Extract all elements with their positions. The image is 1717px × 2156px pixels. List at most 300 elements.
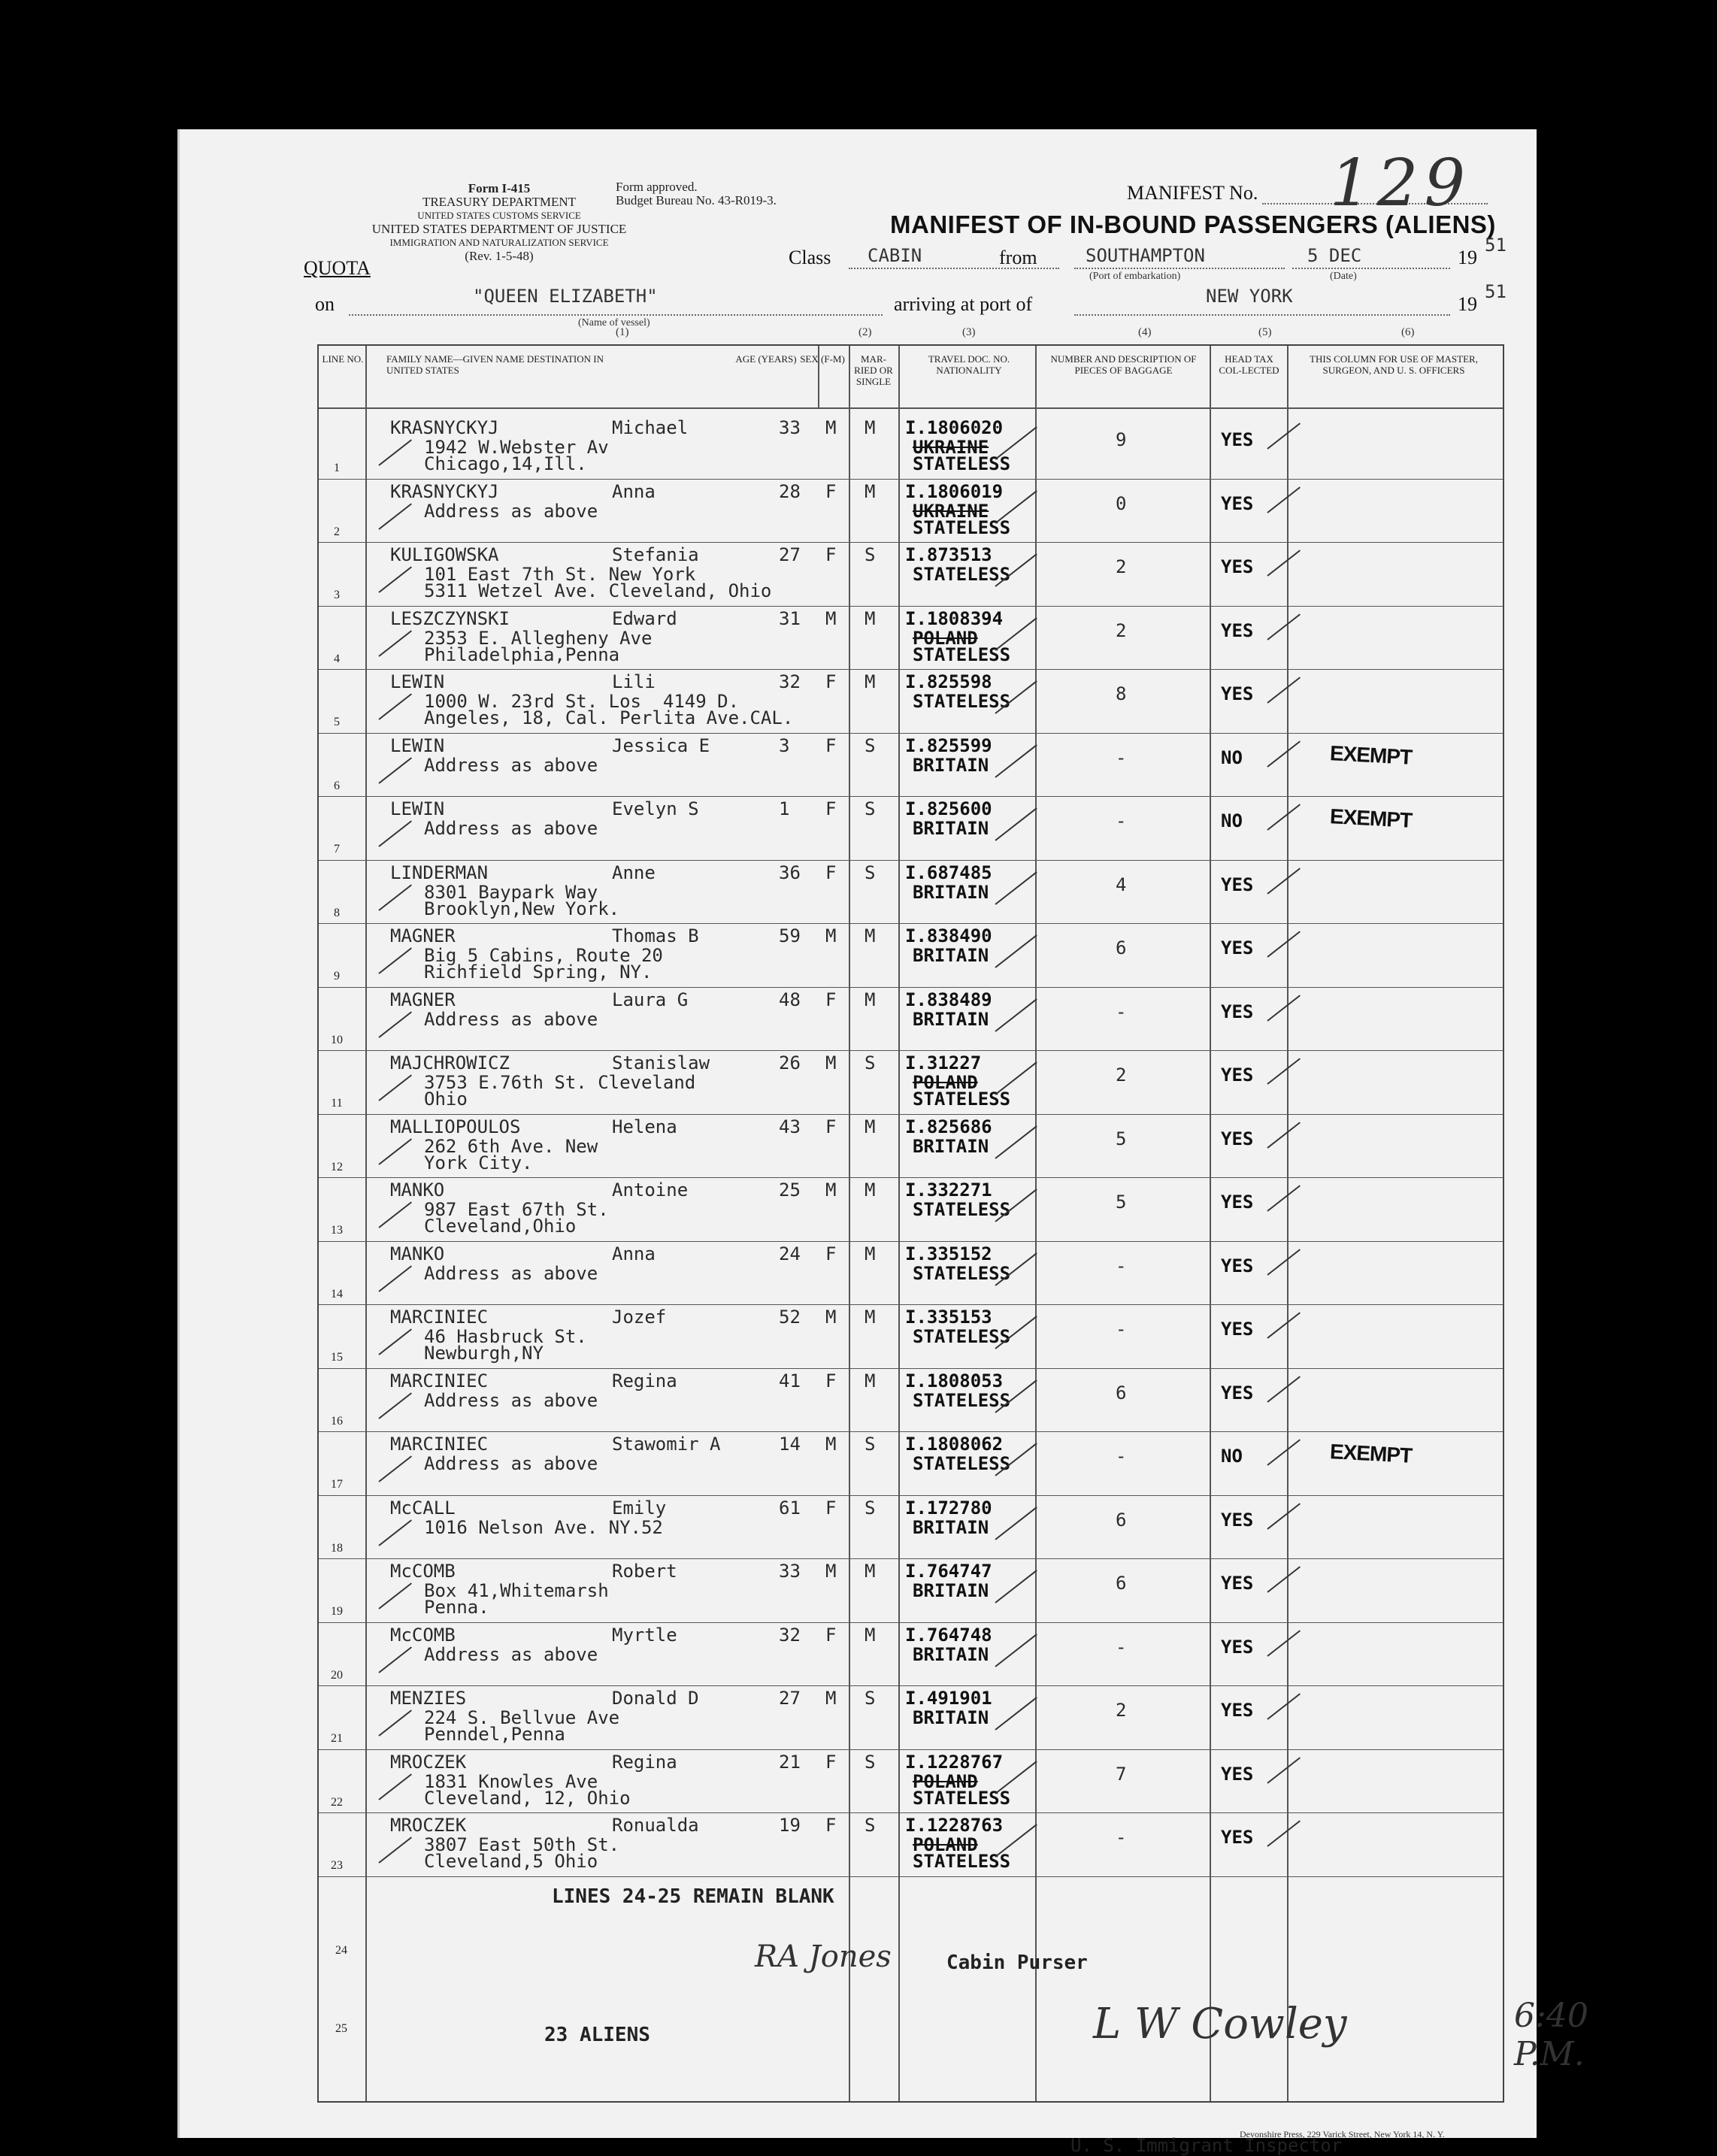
baggage-count: - xyxy=(1116,1319,1127,1340)
exempt-stamp: EXEMPT xyxy=(1329,1440,1413,1467)
head-tax: YES xyxy=(1221,492,1254,514)
baggage-count: 9 xyxy=(1116,429,1127,450)
col-line-no: LINE NO. xyxy=(322,353,364,365)
head-tax: YES xyxy=(1221,1827,1254,1848)
line-number: 25 xyxy=(335,2022,347,2035)
family-name: MARCINIEC xyxy=(390,1370,489,1391)
check-mark xyxy=(995,934,1037,968)
passenger-row xyxy=(319,1431,1503,1495)
check-mark xyxy=(995,744,1037,778)
family-name: MAGNER xyxy=(390,925,456,946)
head-tax: NO xyxy=(1221,1446,1243,1467)
check-mark xyxy=(1267,1630,1301,1656)
address-line-2: Chicago,14,Ill. xyxy=(424,453,587,474)
nationality: BRITAIN xyxy=(913,1135,989,1157)
passenger-row xyxy=(319,860,1503,924)
address-line-1: Address as above xyxy=(424,1643,598,1665)
check-mark xyxy=(378,503,412,529)
given-name: Emily xyxy=(612,1497,667,1519)
travel-doc-no: I.31227 xyxy=(905,1052,982,1073)
manifest-no-label: MANIFEST No. xyxy=(1127,182,1258,204)
check-mark xyxy=(1267,613,1301,640)
sex: M xyxy=(825,925,837,946)
check-mark xyxy=(378,439,412,465)
col-head-tax: HEAD TAX COL-LECTED xyxy=(1219,353,1279,376)
address-line-2: Penndel,Penna xyxy=(424,1724,565,1745)
travel-doc-no: I.335152 xyxy=(905,1243,992,1264)
line-number: 24 xyxy=(335,1944,347,1957)
nationality: STATELESS xyxy=(913,453,1011,474)
column-number: (3) xyxy=(962,326,976,338)
line-number: 21 xyxy=(331,1732,343,1745)
given-name: Anna xyxy=(612,480,656,502)
marital-status: M xyxy=(865,671,876,692)
address-line-1: 1831 Knowles Ave xyxy=(424,1770,598,1792)
family-name: MALLIOPOULOS xyxy=(390,1116,521,1137)
family-name: LESZCZYNSKI xyxy=(390,607,510,629)
nationality: STATELESS xyxy=(913,1326,1011,1347)
address-line-1: Address as above xyxy=(424,818,598,839)
passenger-row xyxy=(319,542,1503,606)
age: 33 xyxy=(779,1561,801,1582)
marital-status: M xyxy=(865,925,876,946)
sex: F xyxy=(825,1751,837,1773)
age: 26 xyxy=(779,1052,801,1073)
line-number: 17 xyxy=(331,1478,343,1491)
address-line-2: Brooklyn,New York. xyxy=(424,898,620,919)
line-number: 15 xyxy=(331,1351,343,1364)
address-line-1: Address as above xyxy=(424,1453,598,1474)
family-name: McCOMB xyxy=(390,1624,456,1646)
struck-nationality: POLAND xyxy=(913,627,978,649)
passenger-row xyxy=(319,796,1503,860)
address-line-2: Newburgh,NY xyxy=(424,1343,544,1364)
class-value: CABIN xyxy=(868,245,922,266)
line-number: 13 xyxy=(331,1224,343,1237)
family-name: MAJCHROWICZ xyxy=(390,1052,510,1073)
passenger-row xyxy=(319,669,1503,733)
age: 32 xyxy=(779,671,801,692)
nationality: BRITAIN xyxy=(913,1580,989,1601)
marital-status: M xyxy=(865,1116,876,1137)
given-name: Jozef xyxy=(612,1307,667,1328)
baggage-count: 4 xyxy=(1116,874,1127,895)
passenger-table xyxy=(317,326,1588,2103)
nationality: STATELESS xyxy=(913,643,1011,665)
check-mark xyxy=(1267,486,1301,513)
head-tax: YES xyxy=(1221,619,1254,641)
head-tax: YES xyxy=(1221,1128,1254,1149)
address-line-1: Address as above xyxy=(424,1389,598,1411)
age: 59 xyxy=(779,925,801,946)
nationality: BRITAIN xyxy=(913,1707,989,1728)
check-mark xyxy=(378,1709,412,1736)
travel-doc-no: I.491901 xyxy=(905,1688,992,1709)
given-name: Helena xyxy=(612,1116,677,1137)
line-number: 7 xyxy=(334,843,340,855)
head-tax: YES xyxy=(1221,874,1254,895)
baggage-count: 8 xyxy=(1116,683,1127,704)
travel-doc-no: I.687485 xyxy=(905,861,992,883)
address-line-2: Penna. xyxy=(424,1597,489,1618)
passenger-row xyxy=(319,1304,1503,1368)
sex: F xyxy=(825,1815,837,1836)
budget-bureau: Budget Bureau No. 43-R019-3. xyxy=(616,193,777,207)
address-line-1: 8301 Baypark Way xyxy=(424,881,598,903)
age: 32 xyxy=(779,1624,801,1646)
nationality: STATELESS xyxy=(913,1787,1011,1809)
given-name: Evelyn S xyxy=(612,798,699,819)
age: 1 xyxy=(779,798,790,819)
head-tax: YES xyxy=(1221,1763,1254,1785)
sex: F xyxy=(825,480,837,502)
printer-imprint: Devonshire Press, 229 Varick Street, New York 14, N. Y. xyxy=(1240,2129,1445,2139)
baggage-count: 6 xyxy=(1116,937,1127,958)
quota-label: QUOTA xyxy=(304,257,371,279)
baggage-count: - xyxy=(1116,810,1127,831)
marital-status: M xyxy=(865,607,876,629)
passenger-row xyxy=(319,1558,1503,1622)
passenger-row xyxy=(319,1685,1503,1749)
baggage-count: - xyxy=(1116,1827,1127,1848)
given-name: Stefania xyxy=(612,544,699,565)
age: 28 xyxy=(779,480,801,502)
check-mark xyxy=(1267,677,1301,703)
address-line-1: Box 41,Whitemarsh xyxy=(424,1580,609,1601)
line-number: 6 xyxy=(334,779,340,792)
head-tax: YES xyxy=(1221,1700,1254,1721)
family-name: LEWIN xyxy=(390,734,445,756)
given-name: Regina xyxy=(612,1370,677,1391)
marital-status: S xyxy=(865,1052,876,1073)
check-mark xyxy=(378,630,412,656)
baggage-count: 0 xyxy=(1116,492,1127,514)
check-mark xyxy=(995,1506,1037,1540)
check-mark xyxy=(378,1519,412,1546)
check-mark xyxy=(1267,995,1301,1021)
travel-doc-no: I.1228763 xyxy=(905,1815,1004,1836)
struck-nationality: POLAND xyxy=(913,1834,978,1855)
passenger-row xyxy=(319,1241,1503,1305)
embark-port: SOUTHAMPTON xyxy=(1086,245,1205,266)
check-mark xyxy=(1267,1122,1301,1148)
marital-status: M xyxy=(865,989,876,1010)
baggage-count: 2 xyxy=(1116,619,1127,641)
line-number: 11 xyxy=(331,1097,343,1110)
address-line-2: Richfield Spring, NY. xyxy=(424,961,653,983)
sex: F xyxy=(825,989,837,1010)
check-mark xyxy=(1267,1693,1301,1719)
travel-doc-no: I.764748 xyxy=(905,1624,992,1646)
marital-status: M xyxy=(865,1561,876,1582)
arrival-port: NEW YORK xyxy=(1206,286,1293,307)
col-baggage: NUMBER AND DESCRIPTION OF PIECES OF BAGGAGE xyxy=(1050,353,1197,376)
age: 3 xyxy=(779,734,790,756)
given-name: Edward xyxy=(612,607,677,629)
head-tax: YES xyxy=(1221,1319,1254,1340)
marital-status: S xyxy=(865,1688,876,1709)
inspector-signature: L W Cowley xyxy=(1093,2000,1347,2049)
given-name: Anne xyxy=(612,861,656,883)
line-number: 4 xyxy=(334,652,340,665)
arriving-label: arriving at port of xyxy=(894,293,1033,315)
sex: F xyxy=(825,671,837,692)
col-officers: THIS COLUMN FOR USE OF MASTER, SURGEON, AND U. S. OFFICERS xyxy=(1310,353,1478,376)
line-number: 8 xyxy=(334,906,340,919)
given-name: Donald D xyxy=(612,1688,699,1709)
marital-status: S xyxy=(865,1434,876,1455)
address-line-2: Ohio xyxy=(424,1089,468,1110)
family-name: MANKO xyxy=(390,1243,445,1264)
address-line-2: Cleveland,Ohio xyxy=(424,1216,577,1237)
head-tax: YES xyxy=(1221,1255,1254,1276)
exempt-stamp: EXEMPT xyxy=(1329,804,1413,832)
marital-status: S xyxy=(865,1815,876,1836)
check-mark xyxy=(378,820,412,846)
baggage-count: - xyxy=(1116,1446,1127,1467)
age: 31 xyxy=(779,607,801,629)
head-tax: YES xyxy=(1221,683,1254,704)
col-name: FAMILY NAME—GIVEN NAME DESTINATION IN UNITED STATES xyxy=(386,353,604,376)
head-tax: YES xyxy=(1221,1382,1254,1404)
given-name: Myrtle xyxy=(612,1624,677,1646)
sex: M xyxy=(825,1688,837,1709)
check-mark xyxy=(1267,931,1301,957)
age: 33 xyxy=(779,417,801,438)
on-label: on xyxy=(315,293,335,315)
sex: F xyxy=(825,1370,837,1391)
head-tax: YES xyxy=(1221,1001,1254,1022)
given-name: Lili xyxy=(612,671,656,692)
nationality: STATELESS xyxy=(913,691,1011,712)
arrival-year: 51 xyxy=(1485,281,1507,302)
check-mark xyxy=(995,871,1037,905)
marital-status: M xyxy=(865,480,876,502)
passenger-row xyxy=(319,1812,1503,1876)
line-number: 14 xyxy=(331,1287,343,1301)
check-mark xyxy=(378,1646,412,1673)
head-tax: YES xyxy=(1221,937,1254,958)
date-caption: (Date) xyxy=(1330,271,1357,282)
check-mark xyxy=(378,566,412,592)
form-approved: Form approved. xyxy=(616,180,698,194)
passenger-row xyxy=(319,479,1503,543)
marital-status: M xyxy=(865,1307,876,1328)
justice-dept: UNITED STATES DEPARTMENT OF JUSTICE xyxy=(371,222,627,236)
address-line-2: Angeles, 18, Cal. Perlita Ave.CAL. xyxy=(424,707,794,728)
check-mark xyxy=(1267,1503,1301,1529)
struck-nationality: POLAND xyxy=(913,1770,978,1792)
ins-service: IMMIGRATION AND NATURALIZATION SERVICE xyxy=(389,237,609,248)
nationality: STATELESS xyxy=(913,564,1011,585)
marital-status: S xyxy=(865,1751,876,1773)
check-mark xyxy=(378,757,412,783)
alien-count: 23 ALIENS xyxy=(544,2024,650,2046)
family-name: MANKO xyxy=(390,1179,445,1201)
check-mark xyxy=(995,1061,1037,1095)
address-line-1: Address as above xyxy=(424,754,598,776)
age: 52 xyxy=(779,1307,801,1328)
baggage-count: 6 xyxy=(1116,1509,1127,1531)
check-mark xyxy=(1267,1249,1301,1275)
check-mark xyxy=(995,1697,1037,1731)
marital-status: M xyxy=(865,1370,876,1391)
check-mark xyxy=(378,1837,412,1863)
baggage-count: 5 xyxy=(1116,1192,1127,1213)
year-prefix: 19 xyxy=(1458,247,1477,268)
travel-doc-no: I.172780 xyxy=(905,1497,992,1519)
marital-status: S xyxy=(865,544,876,565)
travel-doc-no: I.1808062 xyxy=(905,1434,1004,1455)
purser-label: Cabin Purser xyxy=(946,1952,1088,1974)
check-mark xyxy=(378,1265,412,1291)
check-mark xyxy=(1267,1058,1301,1084)
travel-doc-no: I.335153 xyxy=(905,1307,992,1328)
check-mark xyxy=(995,807,1037,841)
head-tax: YES xyxy=(1221,429,1254,450)
check-mark xyxy=(1267,1312,1301,1338)
age: 24 xyxy=(779,1243,801,1264)
travel-doc-no: I.1808053 xyxy=(905,1370,1004,1391)
head-tax: YES xyxy=(1221,1636,1254,1658)
family-name: MARCINIEC xyxy=(390,1434,489,1455)
sex: F xyxy=(825,1624,837,1646)
check-mark xyxy=(378,1074,412,1101)
embark-year: 51 xyxy=(1485,235,1507,256)
marital-status: M xyxy=(865,1624,876,1646)
check-mark xyxy=(1267,1757,1301,1783)
travel-doc-no: I.825598 xyxy=(905,671,992,692)
passenger-row xyxy=(319,415,1503,479)
exempt-stamp: EXEMPT xyxy=(1329,740,1413,769)
sex: F xyxy=(825,1243,837,1264)
marital-status: S xyxy=(865,798,876,819)
marital-status: S xyxy=(865,734,876,756)
sex: F xyxy=(825,861,837,883)
baggage-count: 2 xyxy=(1116,1064,1127,1086)
struck-nationality: UKRAINE xyxy=(913,437,989,458)
travel-doc-no: I.1808394 xyxy=(905,607,1004,629)
line-number: 10 xyxy=(331,1033,343,1046)
class-label: Class xyxy=(789,247,831,268)
address-line-1: 3807 East 50th St. xyxy=(424,1834,620,1855)
inspector-label: U. S. Immigrant Inspector xyxy=(1070,2135,1343,2156)
sex: M xyxy=(825,1307,837,1328)
col-age: AGE (YEARS) xyxy=(735,353,797,365)
baggage-count: 2 xyxy=(1116,1700,1127,1721)
check-mark xyxy=(1267,1185,1301,1211)
given-name: Antoine xyxy=(612,1179,689,1201)
travel-doc-no: I.838489 xyxy=(905,989,992,1010)
check-mark xyxy=(1267,868,1301,894)
address-line-1: 262 6th Ave. New xyxy=(424,1135,598,1157)
baggage-count: 7 xyxy=(1116,1763,1127,1785)
marital-status: M xyxy=(865,1243,876,1264)
address-line-2: York City. xyxy=(424,1152,533,1173)
vessel-name: "QUEEN ELIZABETH" xyxy=(473,286,658,307)
check-mark xyxy=(995,1570,1037,1603)
customs-service: UNITED STATES CUSTOMS SERVICE xyxy=(417,210,581,221)
address-line-1: 987 East 67th St. xyxy=(424,1199,609,1220)
sex: F xyxy=(825,544,837,565)
check-mark xyxy=(1267,1376,1301,1402)
family-name: MROCZEK xyxy=(390,1751,467,1773)
check-mark xyxy=(378,1138,412,1164)
arrival-time: 6:40 P.M. xyxy=(1514,1997,1588,2073)
nationality: BRITAIN xyxy=(913,754,989,776)
line-number: 18 xyxy=(331,1541,343,1555)
nationality: STATELESS xyxy=(913,516,1011,538)
address-line-1: 2353 E. Allegheny Ave xyxy=(424,627,653,649)
nationality: STATELESS xyxy=(913,1262,1011,1284)
column-number: (4) xyxy=(1138,326,1152,338)
travel-doc-no: I.1228767 xyxy=(905,1751,1004,1773)
arrival-year-prefix: 19 xyxy=(1458,293,1477,315)
struck-nationality: UKRAINE xyxy=(913,500,989,522)
address-line-1: 1016 Nelson Ave. NY.52 xyxy=(424,1516,663,1538)
passenger-row xyxy=(319,1749,1503,1813)
age: 61 xyxy=(779,1497,801,1519)
check-mark xyxy=(378,884,412,910)
nationality: STATELESS xyxy=(913,1089,1011,1110)
marital-status: S xyxy=(865,1497,876,1519)
manifest-title: MANIFEST OF IN-BOUND PASSENGERS (ALIENS) xyxy=(890,210,1496,238)
check-mark xyxy=(1267,1439,1301,1465)
passenger-row xyxy=(319,987,1503,1051)
sex: M xyxy=(825,1434,837,1455)
from-label: from xyxy=(999,247,1037,268)
purser-signature: RA Jones xyxy=(755,1939,892,1974)
travel-doc-no: I.332271 xyxy=(905,1179,992,1201)
age: 48 xyxy=(779,989,801,1010)
age: 27 xyxy=(779,1688,801,1709)
line-number: 9 xyxy=(334,970,340,983)
nationality: STATELESS xyxy=(913,1199,1011,1220)
line-number: 19 xyxy=(331,1605,343,1618)
family-name: LINDERMAN xyxy=(390,861,489,883)
address-line-2: Philadelphia,Penna xyxy=(424,643,620,665)
given-name: Robert xyxy=(612,1561,677,1582)
line-number: 22 xyxy=(331,1795,343,1809)
sex: F xyxy=(825,1116,837,1137)
check-mark xyxy=(378,1582,412,1609)
given-name: Stawomir A xyxy=(612,1434,721,1455)
address-line-1: Address as above xyxy=(424,500,598,522)
check-mark xyxy=(378,947,412,974)
column-number: (1) xyxy=(616,326,629,338)
head-tax: NO xyxy=(1221,746,1243,768)
family-name: MARCINIEC xyxy=(390,1307,489,1328)
line-number: 16 xyxy=(331,1414,343,1428)
address-line-1: 3753 E.76th St. Cleveland xyxy=(424,1072,696,1093)
col-married: MAR-RIED OR SINGLE xyxy=(854,353,893,387)
given-name: Jessica E xyxy=(612,734,710,756)
sex: M xyxy=(825,417,837,438)
travel-doc-no: I.825600 xyxy=(905,798,992,819)
line-number: 2 xyxy=(334,525,340,538)
line-number: 23 xyxy=(331,1859,343,1872)
col-sex: SEX (F-M) xyxy=(800,353,845,365)
family-name: MENZIES xyxy=(390,1688,467,1709)
passenger-row xyxy=(319,733,1503,797)
address-line-1: 1000 W. 23rd St. Los 4149 D. xyxy=(424,691,740,712)
check-mark xyxy=(378,693,412,719)
nationality: BRITAIN xyxy=(913,1516,989,1538)
travel-doc-no: I.838490 xyxy=(905,925,992,946)
family-name: McCOMB xyxy=(390,1561,456,1582)
column-number: (6) xyxy=(1401,326,1415,338)
check-mark xyxy=(995,998,1037,1032)
